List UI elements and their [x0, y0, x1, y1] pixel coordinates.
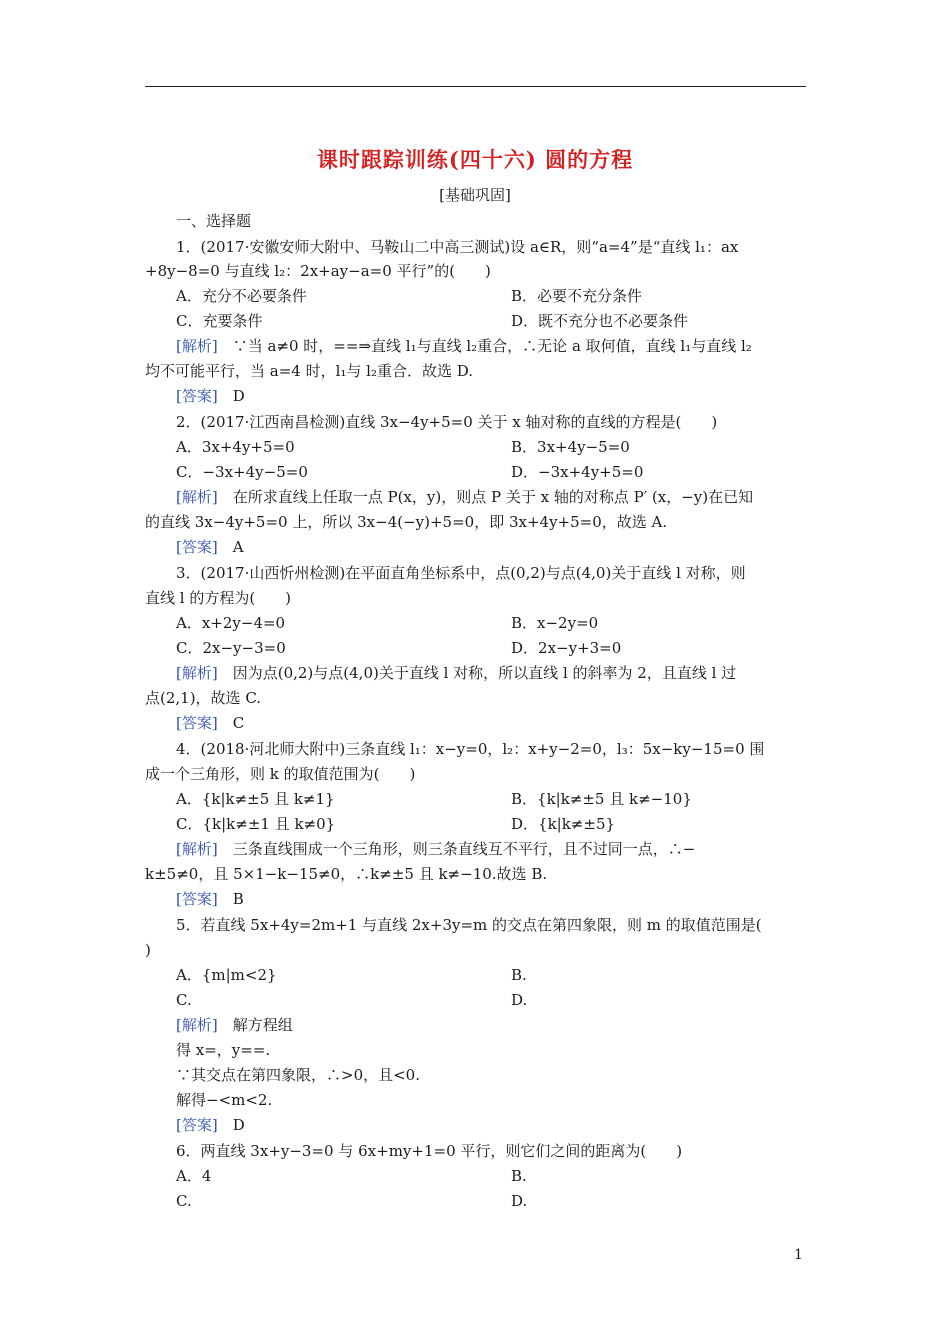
- q5-option-a: A．{m|m<2}: [176, 966, 277, 984]
- q2-stem-line1: 2．(2017·江西南昌检测)直线 3x−4y+5=0 关于 x 轴对称的直线的方程是( ): [176, 413, 718, 431]
- q2-analysis-line1: [176, 487, 753, 507]
- q5-option-c: C.: [176, 991, 192, 1009]
- section-heading: 一、选择题: [176, 212, 252, 230]
- q5-option-d: D.: [511, 991, 528, 1009]
- q5-option-b: B.: [511, 966, 527, 984]
- q6-option-b: B.: [511, 1167, 527, 1185]
- q3-option-c: C．2x−y−3=0: [176, 639, 286, 657]
- q1-stem-line1: 1．(2017·安徽安师大附中、马鞍山二中高三测试)设 a∈R，则“a=4”是“直线 l₁：ax: [176, 238, 739, 256]
- q4-answer-value: B: [217, 890, 244, 908]
- q3-option-a: A．x+2y−4=0: [176, 614, 286, 632]
- q5-stem-line1: 5．若直线 5x+4y=2m+1 与直线 2x+3y=m 的交点在第四象限，则 m 的取值范围是(: [176, 916, 762, 934]
- answer-label: [答案]: [176, 538, 218, 556]
- q1-analysis-line2: 均不可能平行，当 a=4 时，l₁与 l₂重合．故选 D.: [145, 362, 474, 380]
- q4-analysis-line1: [176, 839, 695, 859]
- q1-answer: [176, 386, 245, 406]
- q1-option-a: A．充分不必要条件: [176, 287, 307, 305]
- q4-option-b: B．{k|k≠±5 且 k≠−10}: [511, 790, 692, 808]
- q3-analysis-line1: [176, 663, 736, 683]
- q4-option-c: C．{k|k≠±1 且 k≠0}: [176, 815, 336, 833]
- q1-stem-line2: +8y−8=0 与直线 l₂：2x+ay−a=0 平行”的( ): [145, 262, 491, 280]
- q4-answer: [176, 889, 244, 909]
- answer-label: [答案]: [176, 714, 218, 732]
- q6-option-a: A．4: [176, 1167, 212, 1185]
- q1-option-d: D．既不充分也不必要条件: [511, 312, 689, 330]
- q5-answer: [176, 1115, 245, 1135]
- q4-stem-line2: 成一个三角形，则 k 的取值范围为( ): [145, 765, 416, 783]
- q1-analysis-line1: [176, 336, 752, 356]
- q4-option-d: D．{k|k≠±5}: [511, 815, 616, 833]
- q3-analysis-text: 因为点(0,2)与点(4,0)关于直线 l 对称，所以直线 l 的斜率为 2，且直线 l 过: [217, 664, 737, 682]
- q2-option-b: B．3x+4y−5=0: [511, 438, 630, 456]
- q3-option-d: D．2x−y+3=0: [511, 639, 622, 657]
- q5-solution-line1: 得 x=，y==.: [176, 1041, 271, 1059]
- q4-option-a: A．{k|k≠±5 且 k≠1}: [176, 790, 335, 808]
- q3-answer: [176, 713, 244, 733]
- q6-option-c: C.: [176, 1192, 192, 1210]
- q3-option-b: B．x−2y=0: [511, 614, 599, 632]
- q2-answer-value: A: [217, 538, 244, 556]
- q4-analysis-text: 三条直线围成一个三角形，则三条直线互不平行，且不过同一点，∴−: [217, 840, 696, 858]
- analysis-label: [解析]: [176, 840, 218, 858]
- q5-stem-line2: ): [145, 941, 151, 959]
- q2-analysis-line2: 的直线 3x−4y+5=0 上，所以 3x−4(−y)+5=0，即 3x+4y+5=0，故选 A.: [145, 513, 668, 531]
- answer-label: [答案]: [176, 890, 218, 908]
- header-rule: [145, 86, 806, 87]
- q1-analysis-text: ∵当 a≠0 时，==⇒直线 l₁与直线 l₂重合，∴无论 a 取何值，直线 l₁与直线 l₂: [217, 337, 752, 355]
- q2-option-c: C．−3x+4y−5=0: [176, 463, 308, 481]
- q5-answer-value: D: [217, 1116, 245, 1134]
- q1-option-c: C．充要条件: [176, 312, 263, 330]
- page-number: 1: [794, 1247, 803, 1263]
- q2-option-d: D．−3x+4y+5=0: [511, 463, 644, 481]
- q5-solution-line3: 解得−<m<2.: [176, 1091, 273, 1109]
- q6-stem-line1: 6．两直线 3x+y−3=0 与 6x+my+1=0 平行，则它们之间的距离为( ): [176, 1142, 683, 1160]
- q2-answer: [176, 537, 244, 557]
- q2-analysis-text: 在所求直线上任取一点 P(x，y)，则点 P 关于 x 轴的对称点 P′ (x，−y)在已知: [217, 488, 754, 506]
- analysis-label: [解析]: [176, 664, 218, 682]
- q3-stem-line2: 直线 l 的方程为( ): [145, 589, 292, 607]
- page-subtitle: [基础巩固]: [439, 186, 511, 204]
- q5-solution-line2: ∵其交点在第四象限，∴>0，且<0.: [176, 1066, 420, 1084]
- analysis-label: [解析]: [176, 488, 218, 506]
- analysis-label: [解析]: [176, 337, 218, 355]
- q5-analysis-line1: [176, 1015, 293, 1035]
- page-title: 课时跟踪训练(四十六) 圆的方程: [316, 147, 634, 172]
- q3-stem-line1: 3．(2017·山西忻州检测)在平面直角坐标系中，点(0,2)与点(4,0)关于直线 l 对称，则: [176, 564, 746, 582]
- q4-stem-line1: 4．(2018·河北师大附中)三条直线 l₁：x−y=0，l₂：x+y−2=0，l₃：5x−ky−15=0 围: [176, 740, 765, 758]
- q6-option-d: D.: [511, 1192, 528, 1210]
- q3-analysis-line2: 点(2,1)，故选 C.: [145, 689, 262, 707]
- q1-answer-value: D: [217, 387, 245, 405]
- analysis-label: [解析]: [176, 1016, 218, 1034]
- answer-label: [答案]: [176, 1116, 218, 1134]
- q1-option-b: B．必要不充分条件: [511, 287, 643, 305]
- q5-analysis-text: 解方程组: [217, 1016, 293, 1034]
- q4-analysis-line2: k±5≠0，且 5×1−k−15≠0，∴k≠±5 且 k≠−10.故选 B.: [145, 865, 548, 883]
- q3-answer-value: C: [217, 714, 245, 732]
- answer-label: [答案]: [176, 387, 218, 405]
- q2-option-a: A．3x+4y+5=0: [176, 438, 295, 456]
